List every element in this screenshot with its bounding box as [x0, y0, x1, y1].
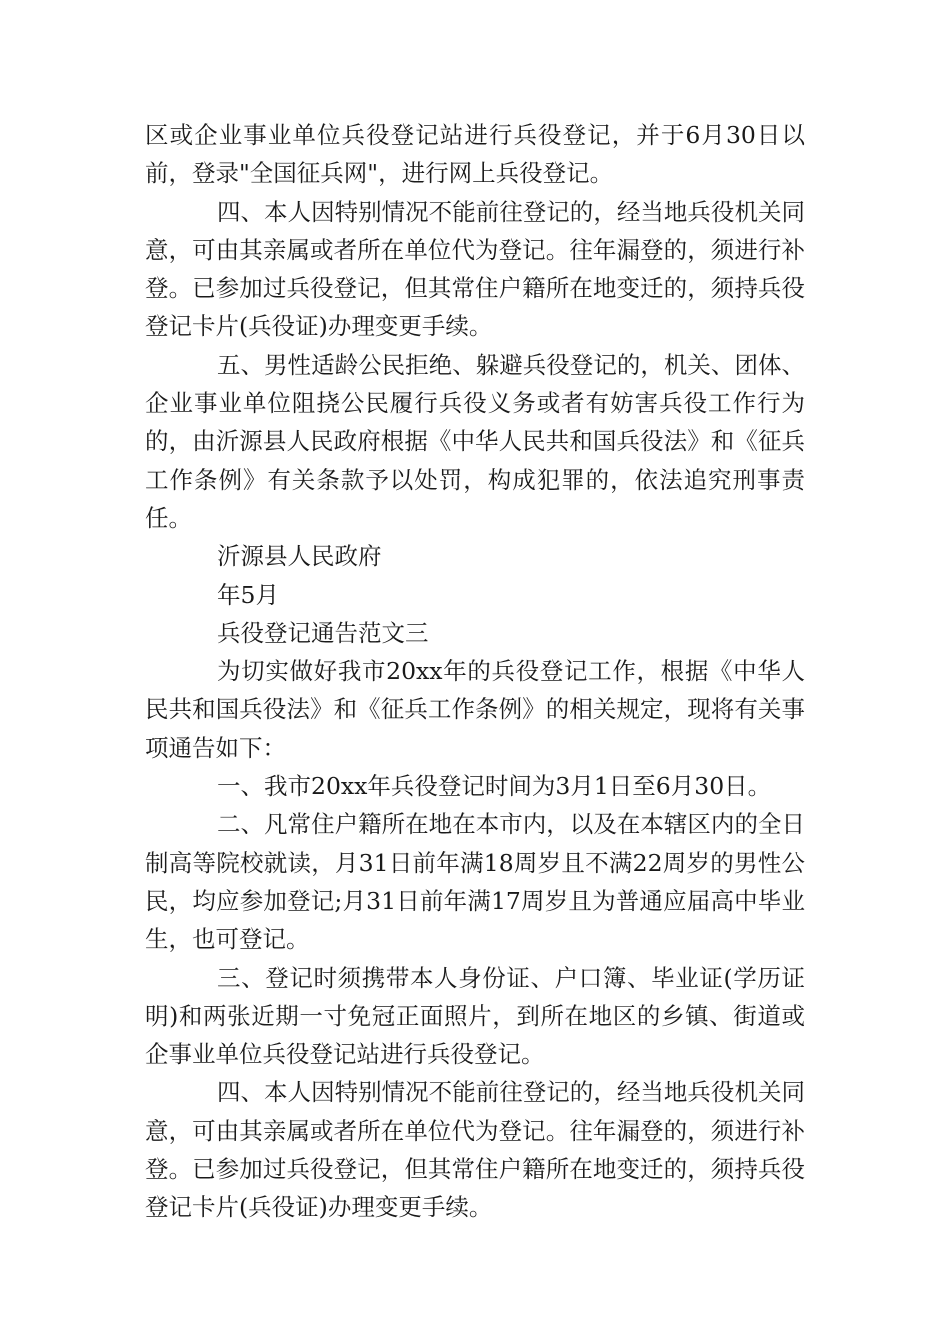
- paragraph-continuation: 区或企业事业单位兵役登记站进行兵役登记，并于6月30日以前，登录"全国征兵网"，进行网上兵役登记。: [145, 121, 805, 188]
- paragraph-item-1: 一、我市20xx年兵役登记时间为3月1日至6月30日。: [217, 772, 772, 801]
- paragraph-item-2: 二、凡常住户籍所在地在本市内，以及在本辖区内的全日制高等院校就读，月31日前年满18周岁且不满22周岁的男性公民，均应参加登记;月31日前年满17周岁且为普通应届高中毕业生，也可登记。: [145, 810, 805, 954]
- paragraph-item-5: 五、男性适龄公民拒绝、躲避兵役登记的，机关、团体、企业事业单位阻挠公民履行兵役义务或者有妨害兵役工作行为的，由沂源县人民政府根据《中华人民共和国兵役法》和《征兵工作条例》有关条款予以处罚，构成犯罪的，依法追究刑事责任。: [145, 350, 805, 532]
- paragraph-item-3: 三、登记时须携带本人身份证、户口簿、毕业证(学历证明)和两张近期一寸免冠正面照片，到所在地区的乡镇、街道或企事业单位兵役登记站进行兵役登记。: [145, 963, 805, 1069]
- paragraph-item-4: 四、本人因特别情况不能前往登记的，经当地兵役机关同意，可由其亲属或者所在单位代为登记。往年漏登的，须进行补登。已参加过兵役登记，但其常住户籍所在地变迁的，须持兵役登记卡片(兵役证)办理变更手续。: [145, 197, 805, 341]
- signature-date: 年5月: [217, 580, 279, 609]
- signature-issuer: 沂源县人民政府: [217, 542, 382, 571]
- paragraph-intro: 为切实做好我市20xx年的兵役登记工作，根据《中华人民共和国兵役法》和《征兵工作条例》的相关规定，现将有关事项通告如下：: [145, 657, 805, 762]
- section-title: 兵役登记通告范文三: [217, 618, 429, 647]
- paragraph-item-4-repeat: 四、本人因特别情况不能前往登记的，经当地兵役机关同意，可由其亲属或者所在单位代为登记。往年漏登的，须进行补登。已参加过兵役登记，但其常住户籍所在地变迁的，须持兵役登记卡片(兵役证)办理变更手续。: [145, 1078, 805, 1222]
- document-body: [145, 116, 805, 1227]
